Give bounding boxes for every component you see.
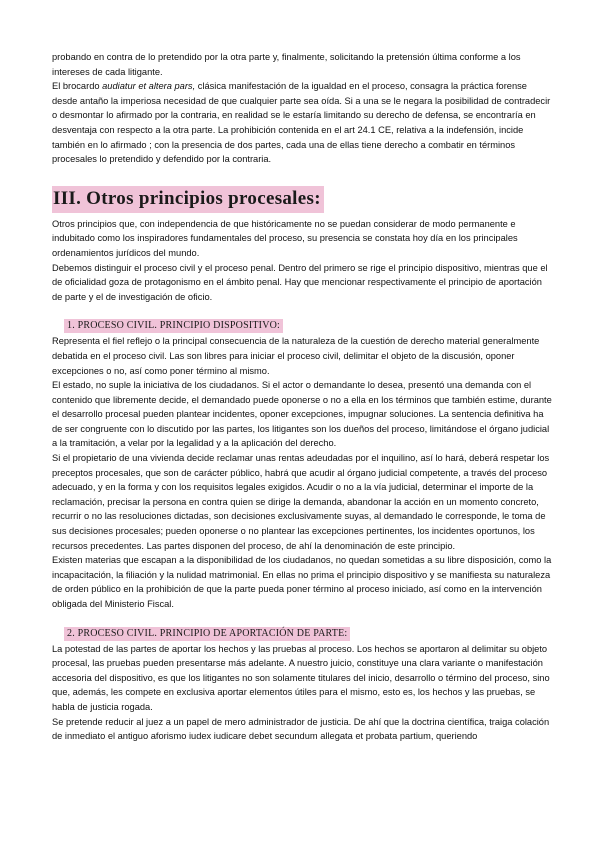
subsection-2-heading-wrapper [64,626,552,641]
subsection-1-paragraph: Existen materias que escapan a la disponibilidad de los ciudadanos, no quedan sometidas a su libre disposición, como la incapacitación, la filiación y la nulidad matrimonial. En ellas no prima el principio dispositivo y se manifiesta su naturaleza de orden público en la prohibición de que la parte pueda poner término al proceso iniciado, así como en la intervención obligada del Ministerio Fiscal. [52,555,552,609]
section-heading-wrapper [52,186,552,213]
intro-paragraph-2 [52,79,552,167]
latin-brocard: audiatur et altera pars, [102,81,196,92]
subsection-1-heading-wrapper [64,318,552,333]
document-page [52,50,552,744]
section-heading: III. Otros principios procesales: [52,186,324,213]
subsection-1-paragraph: Representa el fiel reflejo o la principal consecuencia de la naturaleza de la cuestión de derecho material generalmente debatida en el proceso civil. Las son libres para iniciar el proceso civil, delimitar el objeto de la discusión, oponer excepciones o no, así como poner término al mismo. [52,336,540,376]
subsection-2-paragraph: Se pretende reducir al juez a un papel de mero administrador de justicia. De ahí que la doctrina científica, traiga colación de inmediato el antiguo aforismo iudex iudicare debet secundum allegata et probata partium, queriendo [52,716,550,742]
section-paragraph-2: Debemos distinguir el proceso civil y el proceso penal. Dentro del primero se rige el principio dispositivo, mientras que el de oficialidad goza de protagonismo en el ámbito penal. Hay que mencionar respectivamente el principio de aportación de parte y el de investigación de oficio. [52,262,548,302]
section-paragraph-1: Otros principios que, con independencia de que históricamente no se puedan considerar de modo permanente e indubitado como los inspiradores fundamentales del proceso, su presencia se constata hoy día en los principales ordenamientos jurídicos del mundo. [52,218,518,258]
subsection-2-paragraph: La potestad de las partes de aportar los hechos y las pruebas al proceso. Los hechos se aportaron al delimitar su objeto procesal, las pruebas pueden presentarse más adelante. A nuestro juicio, constituye una clara variante o manifestación accesoria del dispositivo, es que los litigantes no son solamente titulares del inicio, desarrollo o término del proceso, sino que, además, les compete en exclusiva aportar elementos útiles para el mismo, esto es, los hechos y las pruebas, se habla de justicia rogada. [52,643,550,712]
intro-paragraph-2-lead: El brocardo [52,81,103,92]
intro-paragraph-2-body: clásica manifestación de la igualdad en el proceso, consagra la práctica forense desde antaño la imperiosa necesidad de que cualquier parte sea oída. Si a una se le negara la posibilidad de contradecir o desmontar lo afirmado por la contraria, en realidad se le estaría limitando su derecho de defensa, se encontraría en desventaja con respecto a la otra parte. La prohibición contenida en el art 24.1 CE, relativa a la indefensión, incide también en lo afirmado ; con la presencia de dos partes, cada una de ellas tiene derecho a combatir en términos procesales lo pretendido y defendido por la contraria. [52,81,551,165]
subsection-1-paragraph: Si el propietario de una vivienda decide reclamar unas rentas adeudadas por el inquilino, así lo hará, deberá respetar los preceptos procesales, que son de carácter público, habrá que acudir al órgano judicial competente, a través del proceso adecuado, y en la forma y con los requisitos legales exigidos. Acudir o no a la vía judicial, determinar el importe de la reclamación, precisar la persona en contra quien se dirige la demanda, abandonar la acción en un momento concreto, recurrir o no las resoluciones dictadas, son decisiones exclusivamente suyas, al demandado le corresponde, le toma de sus decisiones procesales; pueden oponerse o no plantear las excepciones pertinentes, los incidentes oportunos, los recursos precedentes. Las partes disponen del proceso, de ahí la denominación de este principio. [52,453,550,551]
intro-paragraph-1: probando en contra de lo pretendido por la otra parte y, finalmente, solicitando la pretensión última conforme a los intereses de cada litigante. [52,52,521,77]
subsection-1-heading: 1. PROCESO CIVIL. PRINCIPIO DISPOSITIVO: [64,319,283,333]
subsection-1-paragraph: El estado, no suple la iniciativa de los ciudadanos. Si el actor o demandante lo desea, presentó una demanda con el contenido que libremente decide, el demandado puede oponerse o no a ella en los términos que también estime, durante el desarrollo procesal pueden plantear incidentes, oponer excepciones, impugnar soluciones. La sentencia definitiva ha de ser congruente con lo discutido por las partes, los litigantes son los dueños del proceso, limitándose el órgano judicial a la tramitación, a velar por la legalidad y a la aplicación del derecho. [52,380,552,449]
subsection-2-heading: 2. PROCESO CIVIL. PRINCIPIO DE APORTACIÓN DE PARTE: [64,627,350,641]
